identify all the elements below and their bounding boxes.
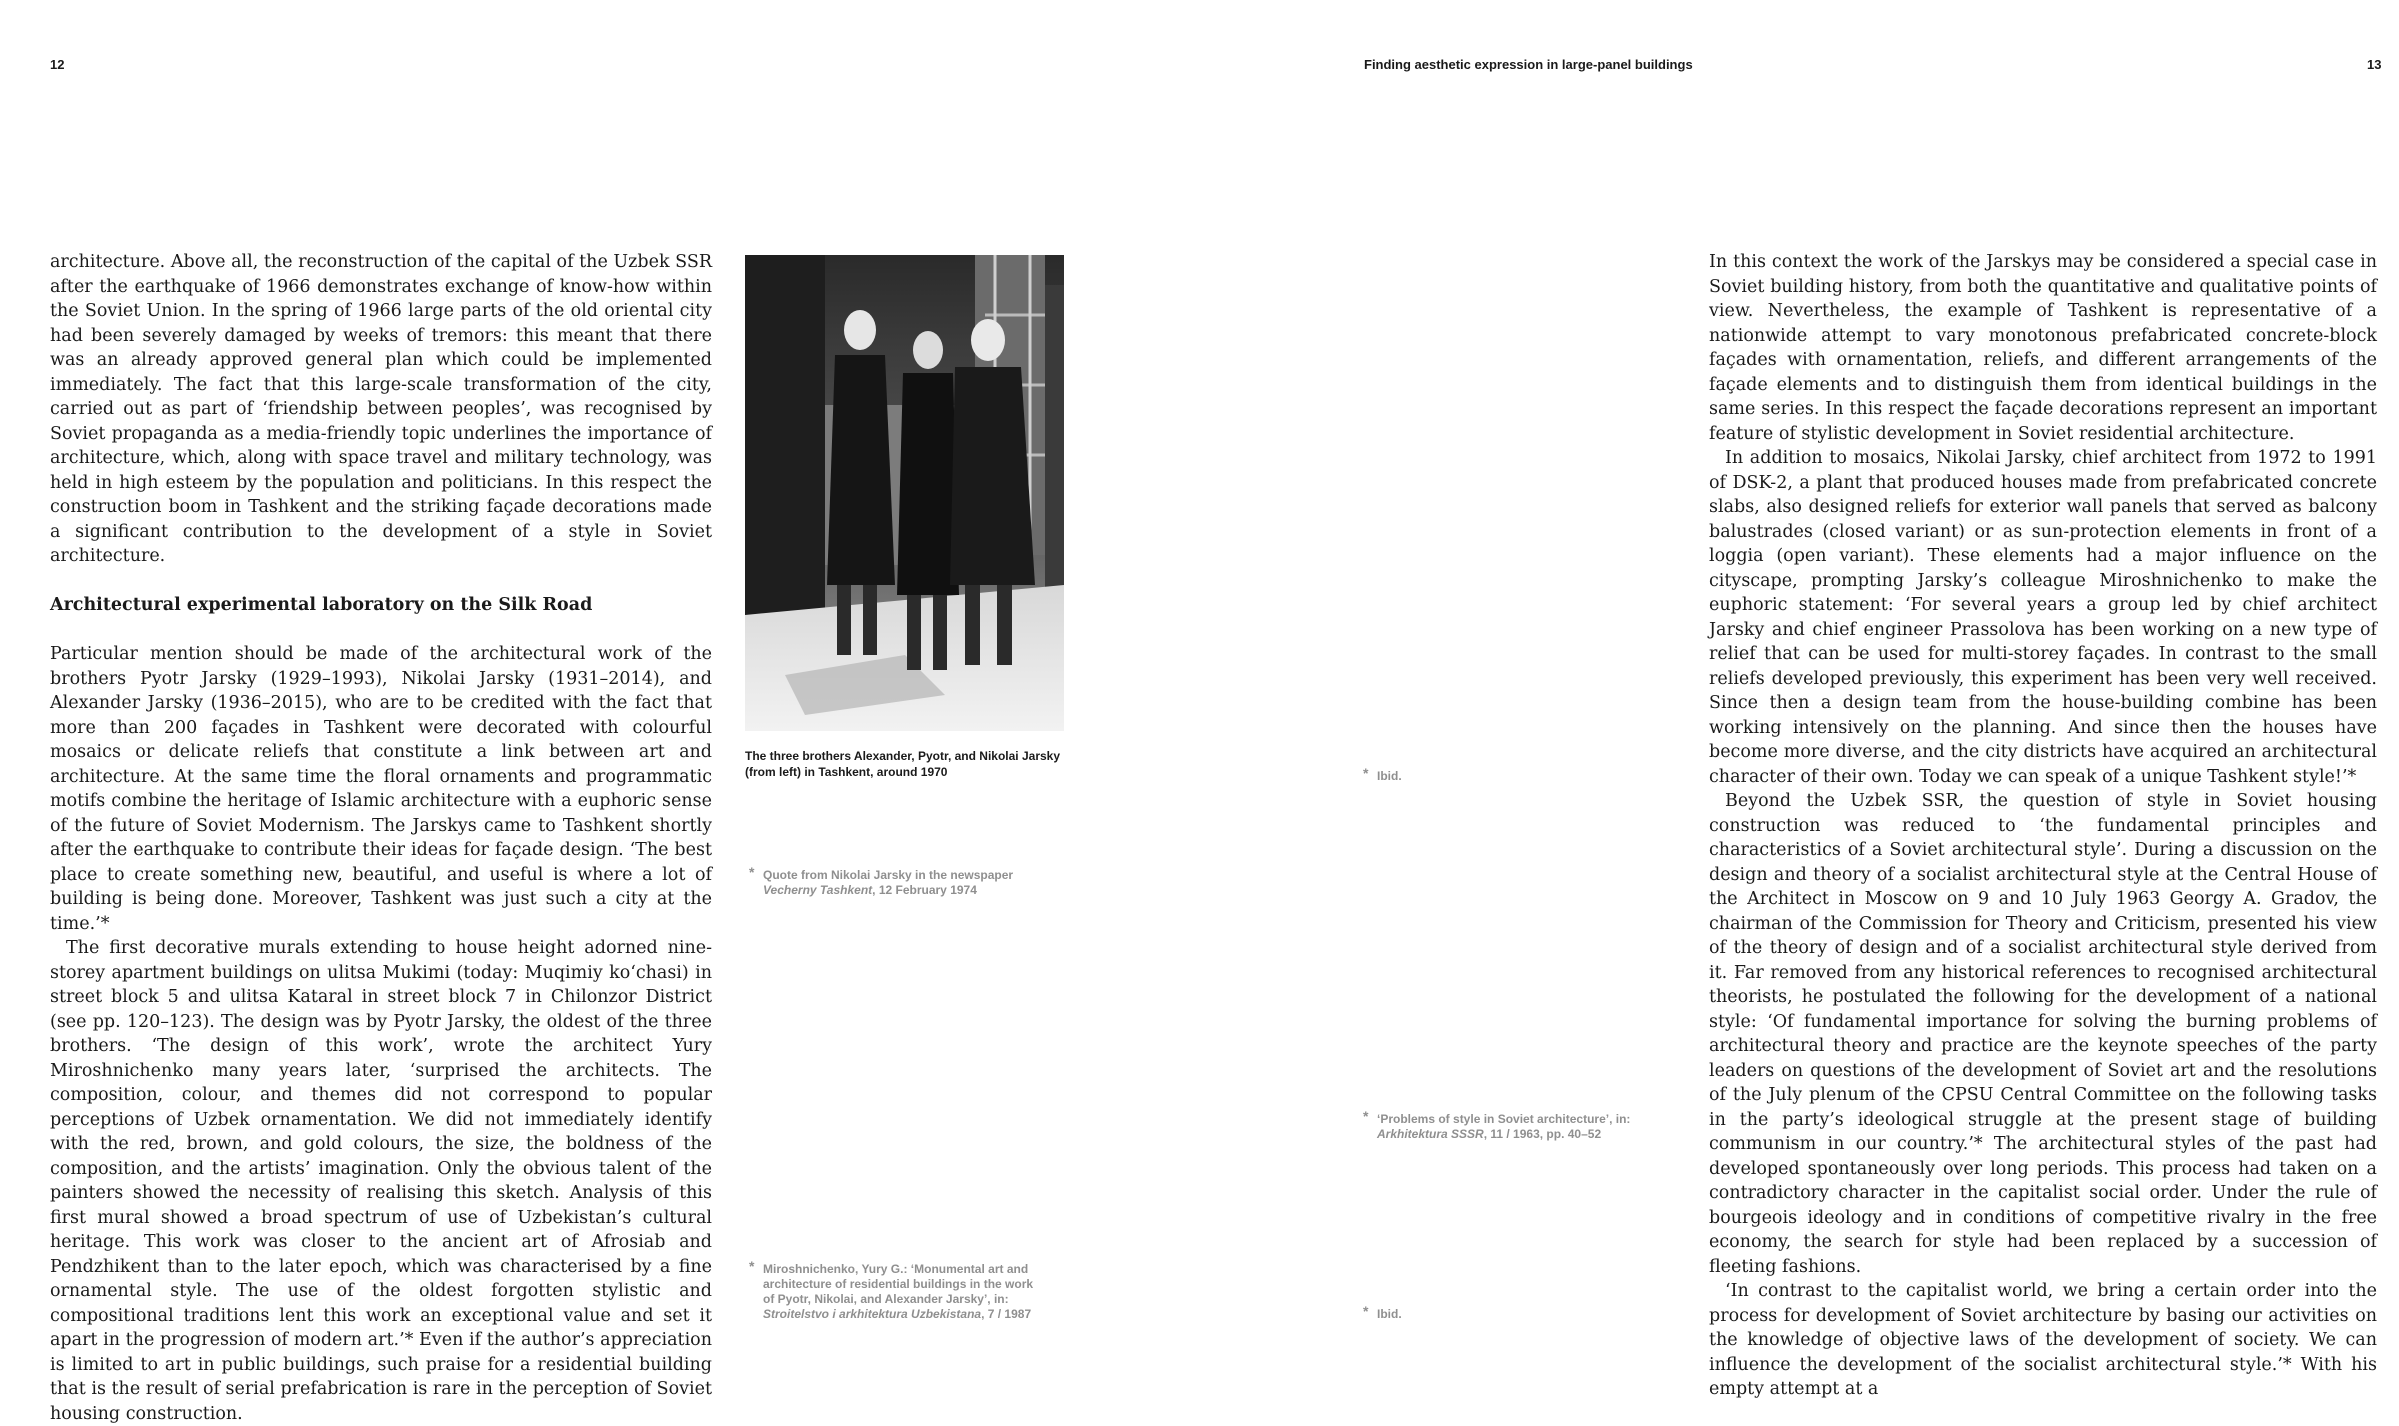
footnote: * ‘Problems of style in Soviet architecture’, in: Arkhitektura SSSR, 11 / 1963, pp. 40–52: [1363, 1108, 1631, 1141]
right-page-number: 13: [2367, 57, 2382, 72]
left-page-number: 12: [50, 57, 65, 72]
right-body-text: [1709, 250, 2377, 1402]
asterisk-icon: *: [1363, 1303, 1369, 1319]
paragraph: In addition to mosaics, Nikolai Jarsky, chief architect from 1972 to 1991 of DSK-2, a plant that produced houses made from prefabricated concrete slabs, also designed reliefs for exterior wall panels that served as balcony balustrades (closed variant) or as sun-protection elements in front of a loggia (open variant). These elements had a major influence on the cityscape, prompting Jarsky’s colleague Miroshnichenko to make the euphoric statement: ‘For several years a group led by chief architect Jarsky and chief engineer Prassolova has been working on a new type of relief that can be used for multi-storey façades. In contrast to the small reliefs developed previously, this experiment has been very well received. Since then a design team from the house-building combine has been working intensively on the planning. And since then the houses have become more diverse, and the city districts have acquired an architectural character of their own. Today we can speak of a unique Tashkent style!’*: [1709, 448, 2377, 787]
photo-illustration: [745, 255, 1064, 731]
footnote: * Ibid.: [1363, 1303, 1402, 1321]
jarsky-brothers-photo: [745, 255, 1064, 731]
asterisk-icon: *: [749, 864, 755, 880]
footnote: * Miroshnichenko, Yury G.: ‘Monumental art and architecture of residential buildings in the work of Pyotr, Nikolai, and Alexander Jarsky’, in: Stroitelstvo i arkhitektura Uzbekistana, 7 / 1987: [749, 1258, 1034, 1321]
asterisk-icon: *: [1363, 1108, 1369, 1124]
section-heading: Architectural experimental laboratory on the Silk Road: [50, 595, 593, 615]
left-body-text: [50, 250, 712, 1426]
paragraph: Beyond the Uzbek SSR, the question of style in Soviet housing construction was reduced to ‘the fundamental principles and characteristics of a Soviet architectural style’. During a discussion on the design and theory of a socialist architectural style at the Central House of the Architect in Moscow on 9 and 10 July 1963 Georgy A. Gradov, the chairman of the Commission for Theory and Criticism, presented his view of the theory of design and of a socialist architectural style derived from it. Far removed from any historical references to recognised architectural theorists, he postulated the following for the development of a national style: ‘Of fundamental importance for solving the burning problems of architectural theory and practice are the keynote speeches of the party leaders on questions of the development of Soviet art and the resolutions of the July plenum of the CPSU Central Committee on the following tasks in the party’s ideological struggle at the present stage of building communism in our country.’* The architectural styles of the past had developed spontaneously over long periods. This process had taken on a contradictory character in the capitalist social order. Under the rule of bourgeois ideology and in conditions of competitive rivalry in the free economy, the search for style had been replaced by a succession of fleeting fashions.: [1709, 791, 2377, 1277]
photo-caption: The three brothers Alexander, Pyotr, and Nikolai Jarsky (from left) in Tashkent, around 1970: [745, 749, 1061, 779]
paragraph: architecture. Above all, the reconstruction of the capital of the Uzbek SSR after the earthquake of 1966 demonstrates exchange of know-how within the Soviet Union. In the spring of 1966 large parts of the old oriental city had been severely damaged by weeks of tremors: this meant that there was an already approved general plan which could be implemented immediately. The fact that this large-scale transformation of the city, carried out as part of ‘friendship between peoples’, was recognised by Soviet propaganda as a media-friendly topic underlines the importance of architecture, which, along with space travel and military technology, was held in high esteem by the population and politicians. In this respect the construction boom in Tashkent and the striking façade decorations made a significant contribution to the development of a style in Soviet architecture.: [50, 252, 712, 566]
paragraph: ‘In contrast to the capitalist world, we bring a certain order into the process for development of Soviet architecture by basing our activities on the knowledge of objective laws of the development of society. We can influence the development of the socialist architectural style.’* With his empty attempt at a: [1709, 1281, 2377, 1399]
paragraph: In this context the work of the Jarskys may be considered a special case in Soviet building history, from both the quantitative and qualitative points of view. Nevertheless, the example of Tashkent is representative of a nationwide attempt to vary monotonous prefabricated concrete-block façades with ornamentation, reliefs, and different arrangements of the façade elements and to distinguish them from identical buildings in the same series. In this respect the façade decorations represent an important feature of stylistic development in Soviet residential architecture.: [1709, 252, 2377, 444]
asterisk-icon: *: [749, 1258, 755, 1274]
running-title: Finding aesthetic expression in large-panel buildings: [1364, 57, 1693, 72]
asterisk-icon: *: [1363, 765, 1369, 781]
paragraph: Particular mention should be made of the architectural work of the brothers Pyotr Jarsky (1929–1993), Nikolai Jarsky (1931–2014), and Alexander Jarsky (1936–2015), who are to be credited with the fact that more than 200 façades in Tashkent were decorated with colourful mosaics or delicate reliefs that constitute a link between art and architecture. At the same time the floral ornaments and programmatic motifs combine the heritage of Islamic architecture with a euphoric sense of the future of Soviet Modernism. The Jarskys came to Tashkent shortly after the earthquake to contribute their ideas for façade design. ‘The best place to create something new, beautiful, and useful is where a lot of building is being done. Moreover, Tashkent was just such a city at the time.’*: [50, 644, 712, 934]
footnote: * Quote from Nikolai Jarsky in the newspaper Vecherny Tashkent, 12 February 1974: [749, 864, 1014, 897]
paragraph: The first decorative murals extending to house height adorned nine-storey apartment buildings on ulitsa Mukimi (today: Muqimiy koʻchasi) in street block 5 and ulitsa Kataral in street block 7 in Chilonzor District (see pp. 120–123). The design was by Pyotr Jarsky, the oldest of the three brothers. ‘The design of this work’, wrote the architect Yury Miroshnichenko many years later, ‘surprised the architects. The composition, colour, and themes did not correspond to popular perceptions of Uzbek ornamentation. We did not immediately identify with the red, brown, and gold colours, the size, the boldness of the composition, and the artists’ imagination. Only the obvious talent of the painters showed the necessity of realising this sketch. Analysis of this first mural showed a broad spectrum of use of Uzbekistan’s cultural heritage. This work was closer to the ancient art of Afrosiab and Pendzhikent than to the later epoch, which was characterised by a fine ornamental style. The use of the oldest forgotten stylistic and compositional traditions lent this work an exceptional value and set it apart in the progression of modern art.’* Even if the author’s appreciation is limited to art in public buildings, such praise for a residential building that is the result of serial prefabrication is rare in the perception of Soviet housing construction.: [50, 938, 712, 1424]
footnote: * Ibid.: [1363, 765, 1402, 783]
